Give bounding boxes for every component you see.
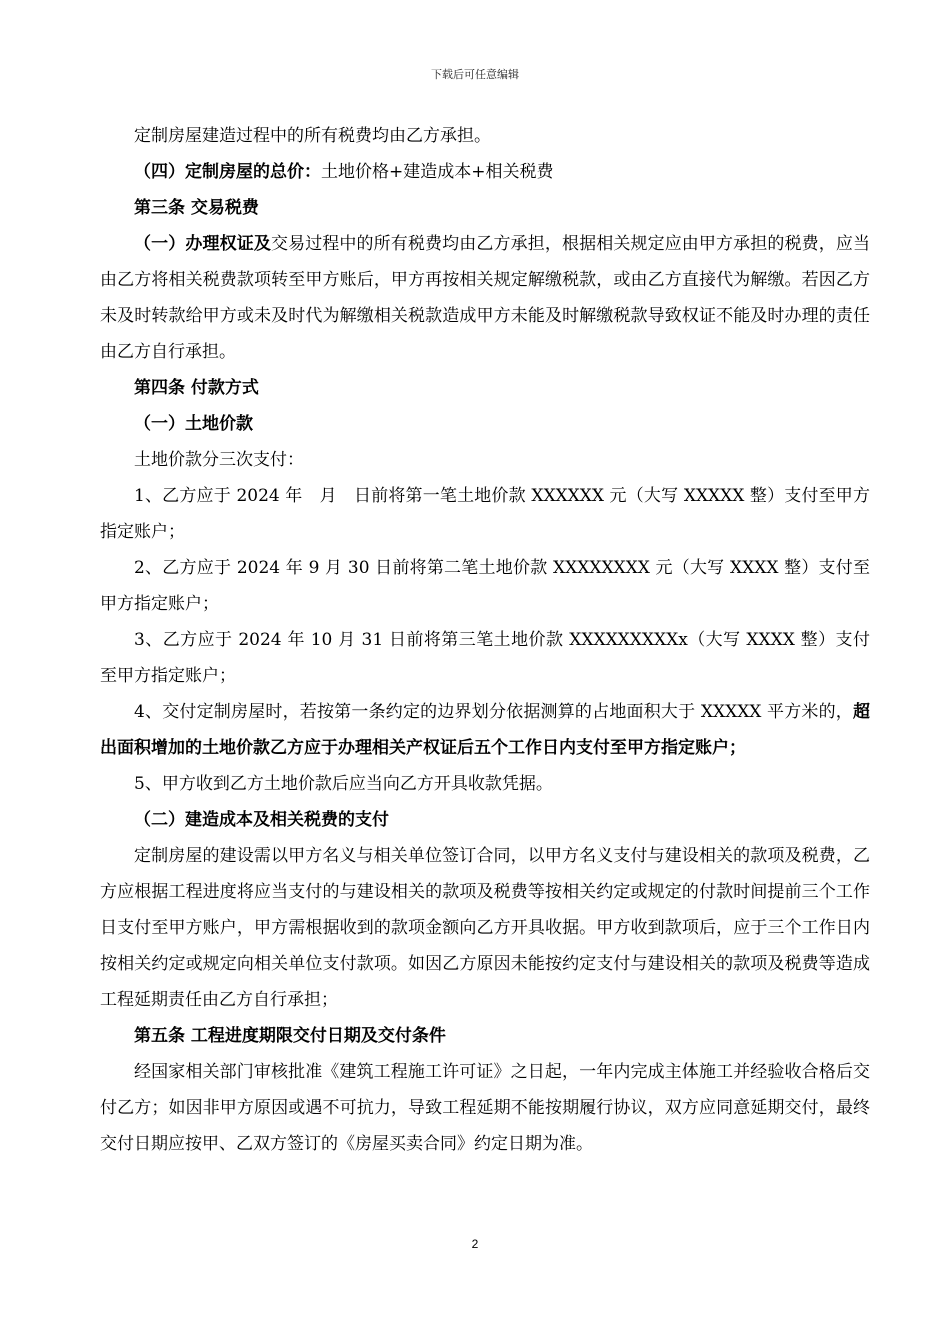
page-header: 下载后可任意编辑 — [431, 68, 519, 81]
article-3-heading: 第三条 交易税费 — [134, 198, 259, 218]
payment-item-1: 1、乙方应于 2024 年 月 日前将第一笔土地价款 XXXXXX 元（大写 XXXXX 整）支付至甲方指定账户； — [100, 486, 870, 542]
paragraph-total-price: （四）定制房屋的总价：土地价格+建造成本+相关税费 — [134, 162, 554, 182]
payment-item-5: 5、甲方收到乙方土地价款后应当向乙方开具收款凭据。 — [134, 774, 553, 794]
paragraph-delivery: 经国家相关部门审核批准《建筑工程施工许可证》之日起，一年内完成主体施工并经验收合格后交付乙方；如因非甲方原因或遇不可抗力，导致工程延期不能按期履行协议，双方应同意延期交付，最终交付日期应按甲、乙双方签订的《房屋买卖合同》约定日期为准。 — [100, 1062, 870, 1154]
paragraph-land-installments: 土地价款分三次支付： — [134, 450, 304, 470]
page-number: 2 — [471, 1237, 479, 1251]
article-4-heading: 第四条 付款方式 — [134, 378, 259, 398]
land-price-heading: （一）土地价款 — [134, 414, 253, 434]
payment-item-3: 3、乙方应于 2024 年 10 月 31 日前将第三笔土地价款 XXXXXXXXXx（大写 XXXX 整）支付至甲方指定账户； — [100, 630, 870, 686]
paragraph-construction-cost: 定制房屋的建设需以甲方名义与相关单位签订合同，以甲方名义支付与建设相关的款项及税费，乙方应根据工程进度将应当支付的与建设相关的款项及税费等按相关约定或规定的付款时间提前三个工作日支付至甲方账户，甲方需根据收到的款项金额向乙方开具收据。甲方收到款项后，应于三个工作日内按相关约定或规定向相关单位支付款项。如因乙方原因未能按约定支付与建设相关的款项及税费等造成工程延期责任由乙方自行承担； — [100, 846, 870, 1010]
article-5-heading: 第五条 工程进度期限交付日期及交付条件 — [134, 1026, 446, 1046]
payment-item-4: 4、交付定制房屋时，若按第一条约定的边界划分依据测算的占地面积大于 XXXXX 平方米的，超出面积增加的土地价款乙方应于办理相关产权证后五个工作日内支付至甲方指定账户； — [100, 702, 870, 758]
construction-cost-heading: （二）建造成本及相关税费的支付 — [134, 810, 389, 830]
paragraph-1: 定制房屋建造过程中的所有税费均由乙方承担。 — [134, 126, 491, 146]
document-body — [100, 118, 870, 1162]
payment-item-2: 2、乙方应于 2024 年 9 月 30 日前将第二笔土地价款 XXXXXXXX 元（大写 XXXX 整）支付至甲方指定账户； — [100, 558, 870, 614]
paragraph-tax: （一）办理权证及交易过程中的所有税费均由乙方承担，根据相关规定应由甲方承担的税费，应当由乙方将相关税费款项转至甲方账后，甲方再按相关规定解缴税款，或由乙方直接代为解缴。若因乙方未及时转款给甲方或未及时代为解缴相关税款造成甲方未能及时解缴税款导致权证不能及时办理的责任由乙方自行承担。 — [100, 234, 870, 362]
